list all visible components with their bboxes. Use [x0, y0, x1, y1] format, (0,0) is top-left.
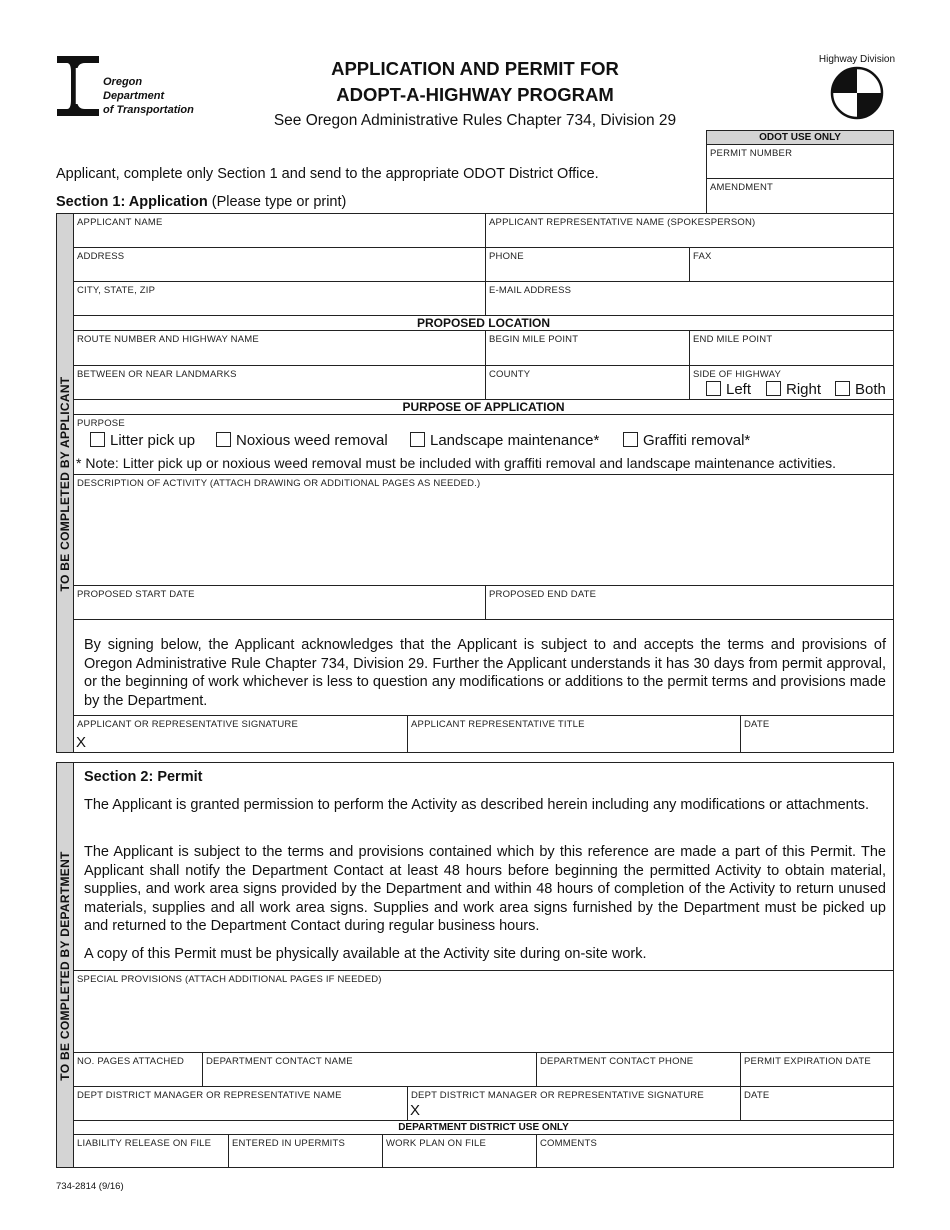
representative-name-label: APPLICANT REPRESENTATIVE NAME (SPOKESPERSON) [489, 217, 756, 228]
permit-paragraph-1: The Applicant is granted permission to perform the Activity as described herein including any modifications or attachments. [84, 797, 870, 813]
email-label: E-MAIL ADDRESS [489, 285, 572, 296]
begin-mile-field[interactable] [485, 330, 690, 366]
title-line-2: ADOPT-A-HIGHWAY PROGRAM [336, 84, 614, 105]
upermits-field[interactable] [228, 1134, 383, 1168]
permit-paragraph-2: The Applicant is subject to the terms and provisions contained which by this reference are made a part of this Permit. The Applicant shall notify the Department Contact at least 48 hours before beginning the permitted Activity to obtain material, supplies, and work area signs provided by the Department and within 48 hours of completion of the Activity to return unused materials, supplies and all work area signs. Supplies and work area signs furnished by the Department must be picked up and returned to the Department Contact during regular business hours. [84, 844, 886, 934]
route-label: ROUTE NUMBER AND HIGHWAY NAME [77, 334, 259, 345]
signature-x-mark: X [76, 734, 87, 751]
pages-attached-field[interactable] [73, 1052, 203, 1087]
district-use-header [73, 1120, 894, 1135]
purpose-label: PURPOSE [77, 418, 125, 429]
manager-x-mark: X [410, 1102, 421, 1119]
purpose-header [73, 399, 894, 415]
applicant-signature-field[interactable] [73, 715, 408, 753]
section1-note: (Please type or print) [211, 194, 347, 210]
representative-title-label: APPLICANT REPRESENTATIVE TITLE [411, 719, 585, 730]
checkbox[interactable] [706, 381, 721, 396]
end-mile-label: END MILE POINT [693, 334, 773, 345]
county-label: COUNTY [489, 369, 531, 380]
liability-field[interactable] [73, 1134, 229, 1168]
city-state-zip-field[interactable] [73, 281, 486, 316]
side-option-right-label: Right [786, 381, 822, 398]
purpose-option-landscape-label: Landscape maintenance* [430, 432, 600, 449]
agency-line-2: Department [103, 90, 165, 102]
expiration-date-field[interactable] [740, 1052, 894, 1087]
highway-division-label: Highway Division [818, 54, 896, 65]
odot-logo-icon [55, 54, 101, 118]
description-field[interactable] [73, 474, 894, 586]
side-option-both-label: Both [855, 381, 886, 398]
section1-heading [56, 194, 346, 210]
applicant-signature-label: APPLICANT OR REPRESENTATIVE SIGNATURE [77, 719, 299, 730]
purpose-option-weed[interactable] [216, 432, 388, 449]
side-of-highway-label: SIDE OF HIGHWAY [693, 369, 781, 380]
amendment-label: AMENDMENT [710, 182, 774, 193]
special-provisions-label: SPECIAL PROVISIONS (ATTACH ADDITIONAL PAGES IF NEEDED) [77, 974, 382, 985]
route-field[interactable] [73, 330, 486, 366]
email-field[interactable] [485, 281, 894, 316]
comments-label: COMMENTS [540, 1138, 598, 1149]
proposed-location-header [73, 315, 894, 331]
purpose-option-litter-label: Litter pick up [110, 432, 196, 449]
applicant-name-field[interactable] [73, 213, 486, 248]
start-date-label: PROPOSED START DATE [77, 589, 195, 600]
manager-signature-field[interactable] [407, 1086, 741, 1121]
checkbox[interactable] [410, 432, 425, 447]
address-label: ADDRESS [77, 251, 125, 262]
county-field[interactable] [485, 365, 690, 400]
permit-text-box [73, 762, 894, 971]
manager-name-label: DEPT DISTRICT MANAGER OR REPRESENTATIVE NAME [77, 1090, 342, 1101]
checkbox[interactable] [90, 432, 105, 447]
odot-logo [55, 54, 205, 120]
end-date-field[interactable] [485, 585, 894, 620]
purpose-option-landscape[interactable] [410, 432, 599, 449]
contact-name-field[interactable] [202, 1052, 537, 1087]
agency-line-1: Oregon [103, 76, 143, 88]
end-mile-field[interactable] [689, 330, 894, 366]
phone-label: PHONE [489, 251, 524, 262]
applicant-date-field[interactable] [740, 715, 894, 753]
begin-mile-label: BEGIN MILE POINT [489, 334, 579, 345]
proposed-location-title: PROPOSED LOCATION [416, 316, 551, 330]
purpose-option-graffiti[interactable] [623, 432, 750, 449]
side-option-both[interactable] [835, 381, 886, 398]
purpose-note: * Note: Litter pick up or noxious weed removal must be included with graffiti removal and landscape maintenance activities. [76, 455, 837, 471]
side-option-right[interactable] [766, 381, 821, 398]
form-title [240, 56, 710, 108]
landmarks-field[interactable] [73, 365, 486, 400]
work-plan-field[interactable] [382, 1134, 537, 1168]
form-number: 734-2814 (9/16) [56, 1181, 124, 1192]
manager-signature-label: DEPT DISTRICT MANAGER OR REPRESENTATIVE SIGNATURE [411, 1090, 704, 1101]
manager-name-field[interactable] [73, 1086, 408, 1121]
upermits-label: ENTERED IN UPERMITS [232, 1138, 346, 1149]
purpose-option-weed-label: Noxious weed removal [236, 432, 388, 449]
section2-title: Section 2: Permit [84, 769, 203, 785]
section2-side-bar [56, 762, 74, 1168]
section1-title: Section 1: Application [56, 194, 208, 210]
section2-side-label: TO BE COMPLETED BY DEPARTMENT [58, 851, 72, 1081]
address-field[interactable] [73, 247, 486, 282]
permit-number-field[interactable] [706, 144, 894, 179]
amendment-field[interactable] [706, 178, 894, 214]
representative-name-field[interactable] [485, 213, 894, 248]
pages-attached-label: NO. PAGES ATTACHED [77, 1056, 185, 1067]
side-option-left[interactable] [706, 381, 751, 398]
expiration-date-label: PERMIT EXPIRATION DATE [744, 1056, 871, 1067]
department-date-label: DATE [744, 1090, 770, 1101]
fax-label: FAX [693, 251, 712, 262]
purpose-option-graffiti-label: Graffiti removal* [643, 432, 751, 449]
department-date-field[interactable] [740, 1086, 894, 1121]
district-use-title: DEPARTMENT DISTRICT USE ONLY [398, 1122, 569, 1133]
phone-field[interactable] [485, 247, 690, 282]
start-date-field[interactable] [73, 585, 486, 620]
acknowledgement-text: By signing below, the Applicant acknowledges that the Applicant is subject to and accepts the terms and provisions of Oregon Administrative Rule Chapter 734, Division 29. Further the Applicant understands it has 30 days from permit approval, or the beginning of work whichever is less to question any modifications or additions to the permit terms and provisions made by the Department. [84, 637, 886, 709]
description-label: DESCRIPTION OF ACTIVITY (ATTACH DRAWING OR ADDITIONAL PAGES AS NEEDED.) [77, 478, 481, 489]
highway-division-icon [830, 66, 884, 120]
special-provisions-field[interactable] [73, 970, 894, 1053]
work-plan-label: WORK PLAN ON FILE [386, 1138, 487, 1149]
applicant-date-label: DATE [744, 719, 770, 730]
representative-title-field[interactable] [407, 715, 741, 753]
instructions: Applicant, complete only Section 1 and send to the appropriate ODOT District Office. [56, 166, 599, 182]
side-option-left-label: Left [726, 381, 752, 398]
odot-use-header [706, 130, 894, 145]
agency-line-3: of Transportation [103, 104, 194, 116]
checkbox[interactable] [216, 432, 231, 447]
section1-side-label: TO BE COMPLETED BY APPLICANT [58, 376, 72, 592]
liability-label: LIABILITY RELEASE ON FILE [77, 1138, 212, 1149]
fax-field[interactable] [689, 247, 894, 282]
permit-number-label: PERMIT NUMBER [710, 148, 793, 159]
acknowledgement-box [73, 619, 894, 716]
purpose-header-title: PURPOSE OF APPLICATION [402, 400, 565, 414]
checkbox[interactable] [766, 381, 781, 396]
applicant-name-label: APPLICANT NAME [77, 217, 163, 228]
form-subtitle: See Oregon Administrative Rules Chapter 734, Division 29 [273, 112, 677, 129]
end-date-label: PROPOSED END DATE [489, 589, 597, 600]
purpose-field [73, 414, 894, 475]
landmarks-label: BETWEEN OR NEAR LANDMARKS [77, 369, 237, 380]
odot-use-title: ODOT USE ONLY [759, 132, 841, 143]
section1-side-bar [56, 213, 74, 753]
title-line-1: APPLICATION AND PERMIT FOR [331, 58, 619, 79]
checkbox[interactable] [623, 432, 638, 447]
contact-phone-field[interactable] [536, 1052, 741, 1087]
comments-field[interactable] [536, 1134, 894, 1168]
city-state-zip-label: CITY, STATE, ZIP [77, 285, 156, 296]
checkbox[interactable] [835, 381, 850, 396]
permit-paragraph-3: A copy of this Permit must be physically available at the Activity site during on-site work. [84, 946, 647, 962]
purpose-option-litter[interactable] [90, 432, 195, 449]
contact-name-label: DEPARTMENT CONTACT NAME [206, 1056, 353, 1067]
side-of-highway-field [689, 365, 894, 400]
contact-phone-label: DEPARTMENT CONTACT PHONE [540, 1056, 694, 1067]
